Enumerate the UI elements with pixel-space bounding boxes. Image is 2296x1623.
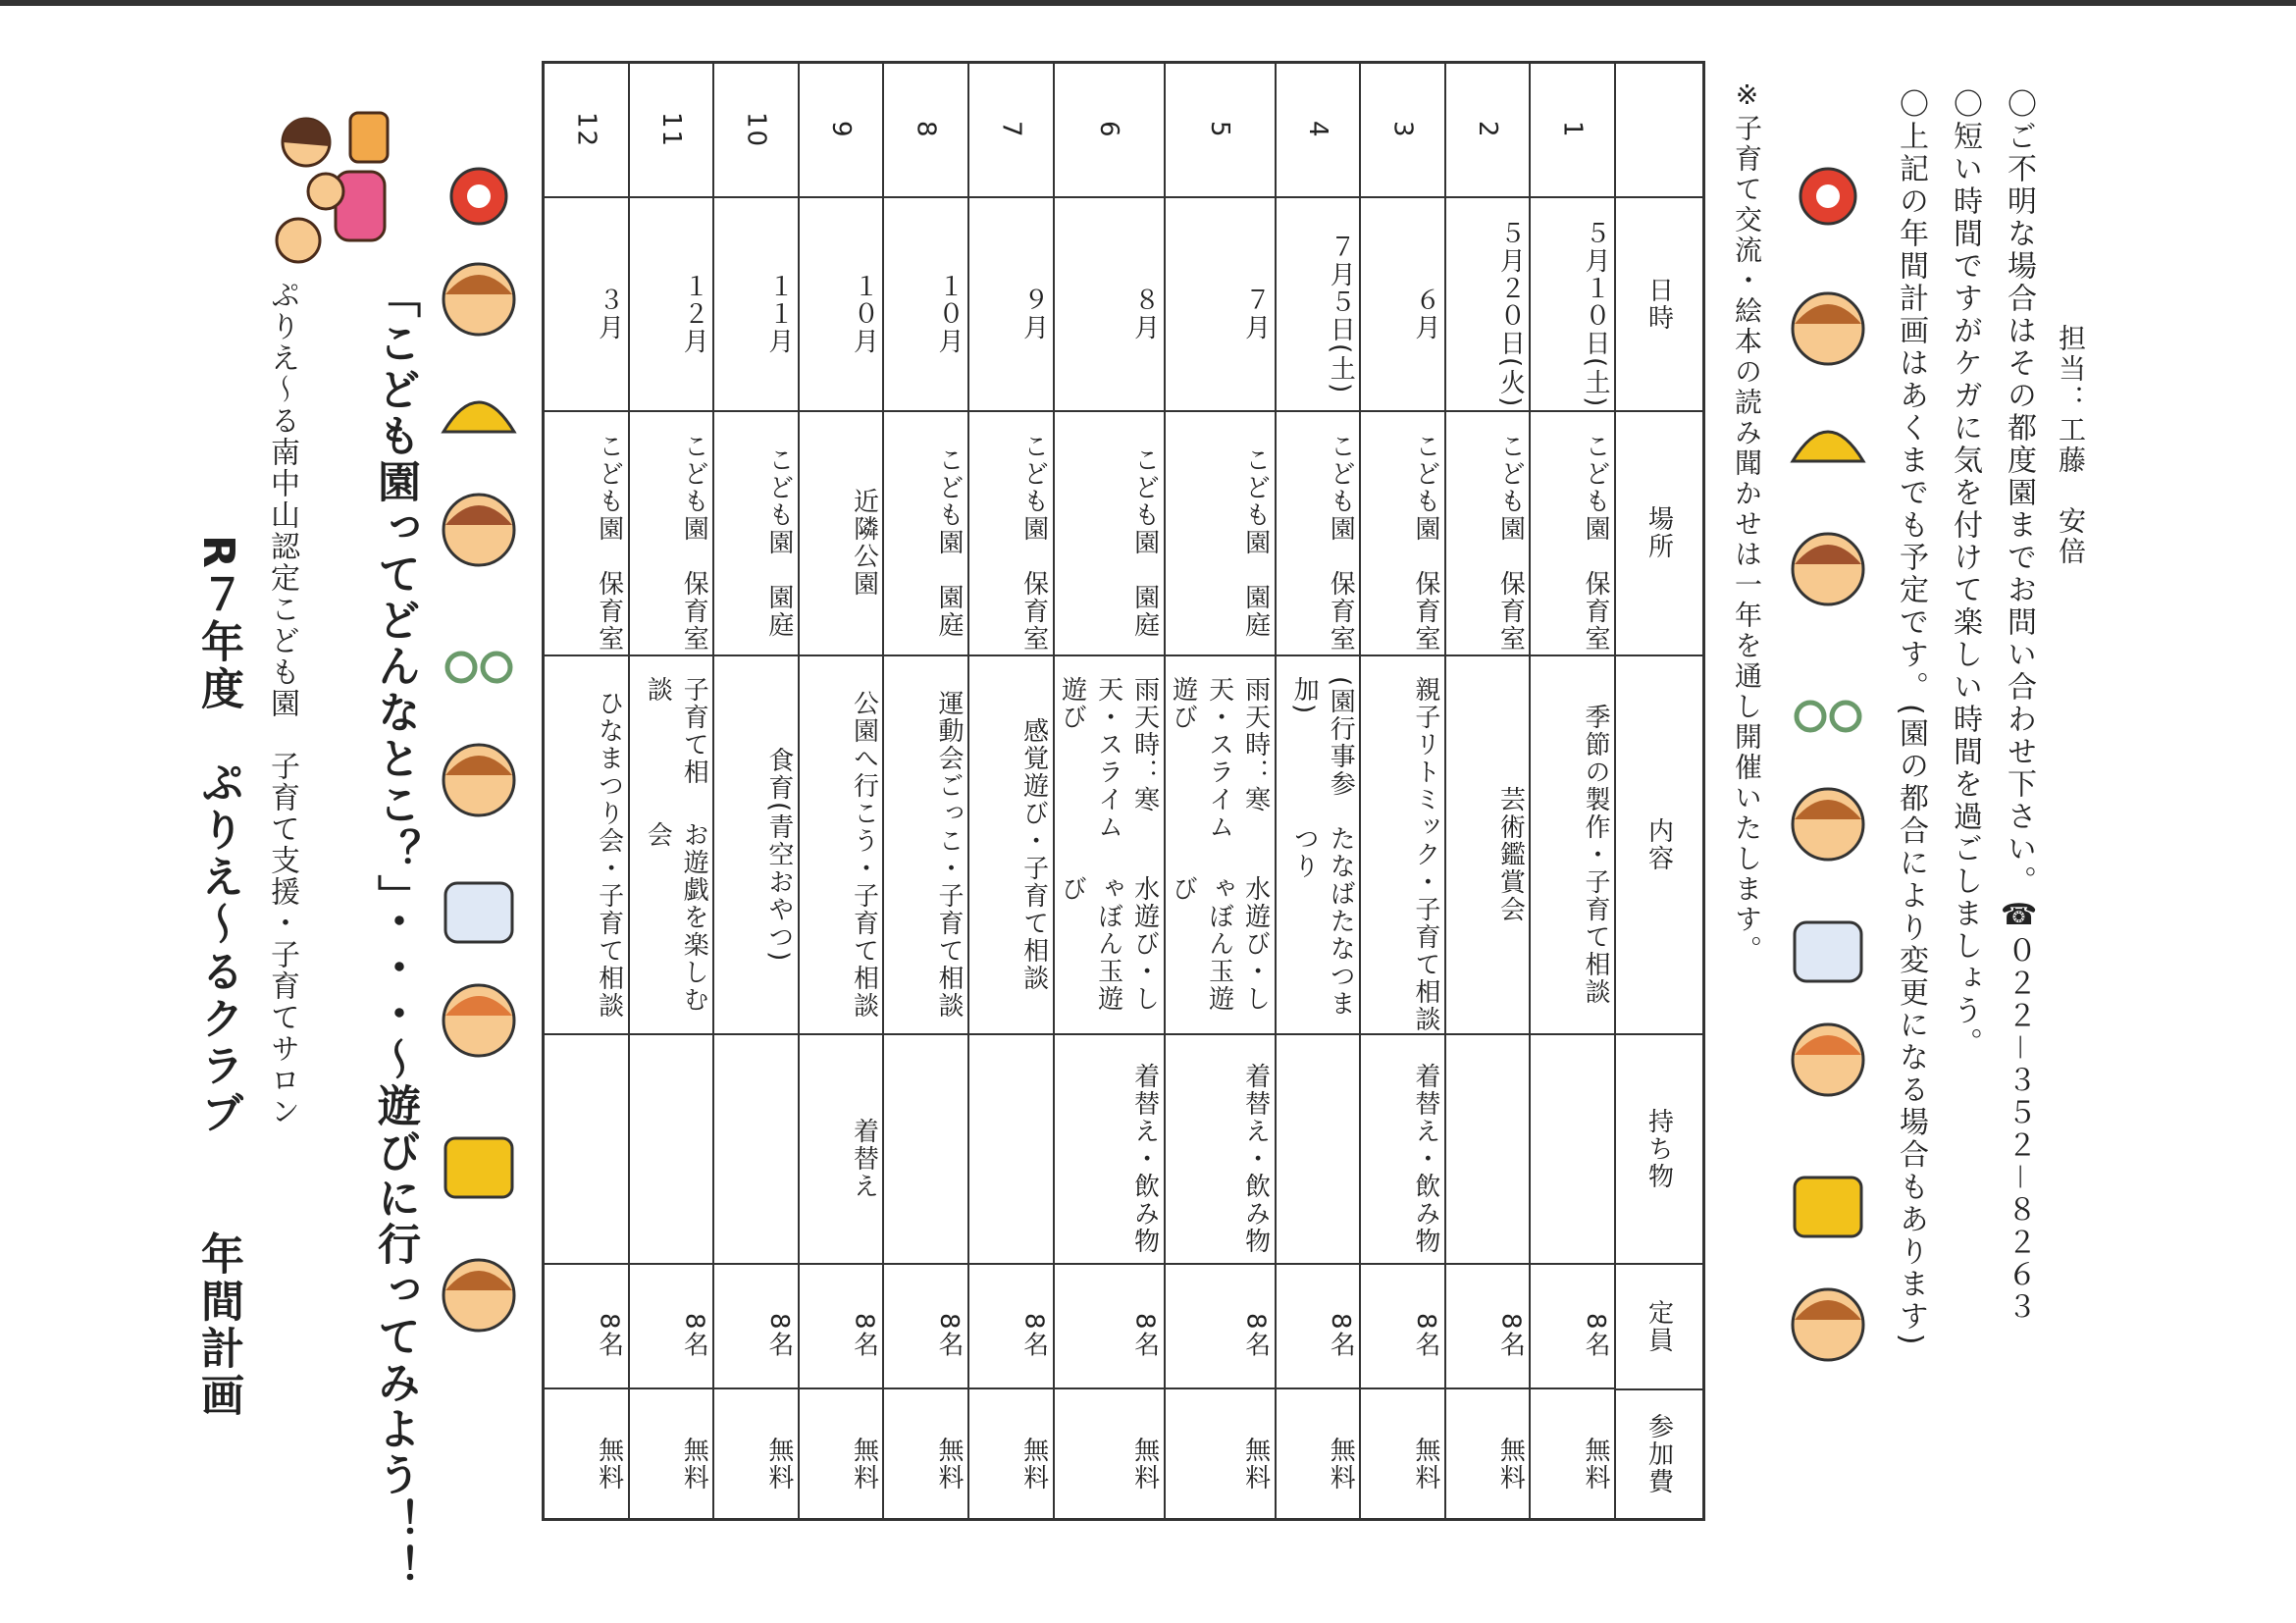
schedule-table [542, 61, 1705, 1521]
row-date: １１月 [714, 198, 798, 411]
header-content: 内容 [1616, 656, 1702, 1035]
row-date: １０月 [884, 198, 967, 411]
row-place: こども園 園庭 [714, 412, 798, 656]
row-place: こども園 保育室 [969, 412, 1053, 656]
row-content [1446, 656, 1530, 1035]
row-fee: 無料 [849, 1436, 879, 1492]
row-fee: 無料 [763, 1436, 794, 1492]
row-no: 5 [1166, 64, 1275, 198]
table-row [545, 64, 628, 1518]
row-capacity: 8名 [1166, 1265, 1275, 1390]
page-title: R７年度 ぷりえ～るクラブ 年間計画 [193, 535, 243, 1420]
child-face-icon [444, 745, 514, 815]
child-face-icon [1793, 1024, 1863, 1095]
content-line: 子育て相談 [643, 675, 709, 786]
row-no: 3 [1361, 64, 1444, 198]
row-date: １０月 [800, 198, 883, 411]
table-row [882, 64, 967, 1518]
child-face-icon [1793, 1289, 1863, 1360]
row-content [545, 656, 628, 1035]
header-items: 持ち物 [1616, 1035, 1702, 1265]
content-line: 雨天時：寒天・スライム遊び [1057, 675, 1160, 841]
row-date: ７月 [1166, 198, 1275, 411]
content-line: 水遊び・しゃぼん玉遊び [1057, 875, 1160, 1014]
child-face-icon [444, 495, 514, 565]
row-fee: 無料 [1018, 1436, 1049, 1492]
bus-icon [445, 883, 512, 942]
row-no: 7 [969, 64, 1053, 198]
row-capacity: 8名 [545, 1265, 628, 1390]
child-face-icon [444, 264, 514, 335]
header-no [1616, 64, 1702, 198]
row-capacity: 8名 [969, 1265, 1053, 1390]
content-line: 公園へ行こう・子育て相談 [849, 689, 879, 1020]
mother-child-illustration-icon [257, 103, 394, 270]
table-row [1164, 64, 1275, 1518]
row-content [884, 656, 967, 1035]
row-date: ３月 [545, 198, 628, 411]
decorative-icons-row-right [1781, 167, 1874, 1442]
table-row [712, 64, 798, 1518]
table-header-column [1614, 64, 1702, 1518]
table-row [1053, 64, 1164, 1518]
header-fee: 参加費 [1644, 1412, 1674, 1495]
table-row [1275, 64, 1360, 1518]
row-no: 10 [714, 64, 798, 198]
content-line: (園行事参加) [1289, 675, 1356, 798]
table-row [1529, 64, 1614, 1518]
row-place: こども園 保育室 [1277, 412, 1360, 656]
row-content [1166, 656, 1275, 1035]
row-items [714, 1035, 798, 1265]
row-items [1531, 1035, 1614, 1265]
row-no: 8 [884, 64, 967, 198]
scissors-icon [447, 654, 510, 681]
row-capacity: 8名 [800, 1265, 883, 1390]
row-items: 着替え [800, 1035, 883, 1265]
row-fee: 無料 [1410, 1436, 1440, 1492]
table-row [628, 64, 713, 1518]
note-be-careful: 〇短い時間ですがケガに気を付けて楽しい時間を過ごしましょう。 [1948, 88, 1982, 1060]
row-content [1531, 656, 1614, 1035]
row-items [630, 1035, 713, 1265]
row-place: こども園 園庭 [1055, 412, 1164, 656]
child-face-icon [444, 1260, 514, 1331]
row-capacity: 8名 [714, 1265, 798, 1390]
row-place: こども園 保育室 [545, 412, 628, 656]
row-content [630, 656, 713, 1035]
row-no: 1 [1531, 64, 1614, 198]
row-items [884, 1035, 967, 1265]
page-subtitle: ぷりえ～る南中山認定こども園 子育て支援・子育てサロン [265, 280, 299, 1127]
row-items [545, 1035, 628, 1265]
row-capacity: 8名 [1531, 1265, 1614, 1390]
row-place: こども園 保育室 [1361, 412, 1444, 656]
content-line: 雨天時：寒天・スライム遊び [1168, 675, 1271, 841]
row-place: こども園 園庭 [1166, 412, 1275, 656]
bus-icon [1795, 922, 1861, 981]
row-no: 11 [630, 64, 713, 198]
row-date: ６月 [1361, 198, 1444, 411]
content-line: 季節の製作・子育て相談 [1581, 703, 1610, 1006]
decorative-icons-row-left [432, 167, 525, 1442]
row-capacity: 8名 [1277, 1265, 1360, 1390]
content-line: 芸術鑑賞会 [1495, 785, 1526, 923]
child-face-icon [1793, 534, 1863, 604]
row-fee: 無料 [1240, 1436, 1271, 1492]
row-no: 4 [1277, 64, 1360, 198]
row-capacity: 8名 [1055, 1265, 1164, 1390]
content-line: 感覚遊び・子育て相談 [1018, 716, 1049, 992]
content-line: お遊戯を楽しむ会 [643, 821, 709, 1015]
row-date: ５月２０日(火) [1446, 198, 1530, 411]
bag-icon [445, 1138, 512, 1197]
hat-icon [1793, 432, 1863, 461]
row-date: ５月１０日(土) [1531, 198, 1614, 411]
row-items [1277, 1035, 1360, 1265]
row-no: 6 [1055, 64, 1164, 198]
table-row [1359, 64, 1444, 1518]
row-items [969, 1035, 1053, 1265]
row-place: こども園 保育室 [1531, 412, 1614, 656]
content-line: 親子リトミック・子育て相談 [1410, 675, 1440, 1033]
row-capacity: 8名 [1361, 1265, 1444, 1390]
slogan: 「こども園ってどんなとこ？」・・・〜遊びに行ってみよう！！ [370, 275, 420, 1591]
row-place: こども園 園庭 [884, 412, 967, 656]
table-row [1444, 64, 1530, 1518]
apple-icon [451, 169, 506, 224]
apple-icon [1800, 169, 1855, 224]
table-row [967, 64, 1053, 1518]
row-items: 着替え・飲み物 [1361, 1035, 1444, 1265]
row-content [800, 656, 883, 1035]
content-line: 運動会ごっこ・子育て相談 [934, 689, 965, 1020]
child-face-icon [1793, 789, 1863, 860]
content-line: ひなまつり会・子育て相談 [594, 689, 624, 1020]
bag-icon [1795, 1178, 1861, 1236]
row-no: 2 [1446, 64, 1530, 198]
row-fee: 無料 [934, 1436, 965, 1492]
content-line: たなばたなつまつり [1289, 824, 1356, 1018]
note-plan-tentative: 〇上記の年間計画はあくまでも予定です。(園の都合により変更になる場合もあります) [1894, 88, 1928, 1348]
row-place: こども園 保育室 [1446, 412, 1530, 656]
row-fee: 無料 [594, 1436, 624, 1492]
content-line: 水遊び・しゃぼん玉遊び [1168, 875, 1271, 1014]
hat-icon [444, 402, 514, 432]
contact-persons: 担当：工藤 安倍 [2055, 324, 2087, 567]
row-no: 9 [800, 64, 883, 198]
row-content [714, 656, 798, 1035]
row-fee: 無料 [1581, 1436, 1610, 1492]
row-content [969, 656, 1053, 1035]
row-content [1277, 656, 1360, 1035]
table-row [798, 64, 883, 1518]
row-no: 12 [545, 64, 628, 198]
row-date: １２月 [630, 198, 713, 411]
row-content [1361, 656, 1444, 1035]
child-face-icon [1793, 293, 1863, 364]
row-date: ７月５日(土) [1277, 198, 1360, 411]
row-capacity: 8名 [1446, 1265, 1530, 1390]
header-capacity: 定員 [1616, 1265, 1702, 1389]
row-capacity: 8名 [630, 1265, 713, 1390]
row-items: 着替え・飲み物 [1055, 1035, 1164, 1265]
scissors-icon [1797, 703, 1859, 730]
header-date: 日時 [1616, 198, 1702, 411]
content-line: 食育(青空おやつ) [763, 746, 794, 963]
row-fee: 無料 [1326, 1436, 1356, 1492]
row-fee: 無料 [1495, 1436, 1526, 1492]
row-items [1446, 1035, 1530, 1265]
row-date: ９月 [969, 198, 1053, 411]
row-content [1055, 656, 1164, 1035]
row-items: 着替え・飲み物 [1166, 1035, 1275, 1265]
row-fee: 無料 [679, 1436, 709, 1492]
note-year-round: ※子育て交流・絵本の読み聞かせは一年を通し開催いたします。 [1731, 79, 1763, 966]
row-fee: 無料 [1129, 1436, 1160, 1492]
row-capacity: 8名 [884, 1265, 967, 1390]
row-place: 近隣公園 [800, 412, 883, 656]
row-date: ８月 [1055, 198, 1164, 411]
row-place: こども園 保育室 [630, 412, 713, 656]
header-place: 場所 [1616, 412, 1702, 656]
child-face-icon [444, 985, 514, 1056]
note-contact-phone: 〇ご不明な場合はその都度園までお問い合わせ下さい。☎０２２－３５２－８２６３ [2002, 88, 2036, 1324]
